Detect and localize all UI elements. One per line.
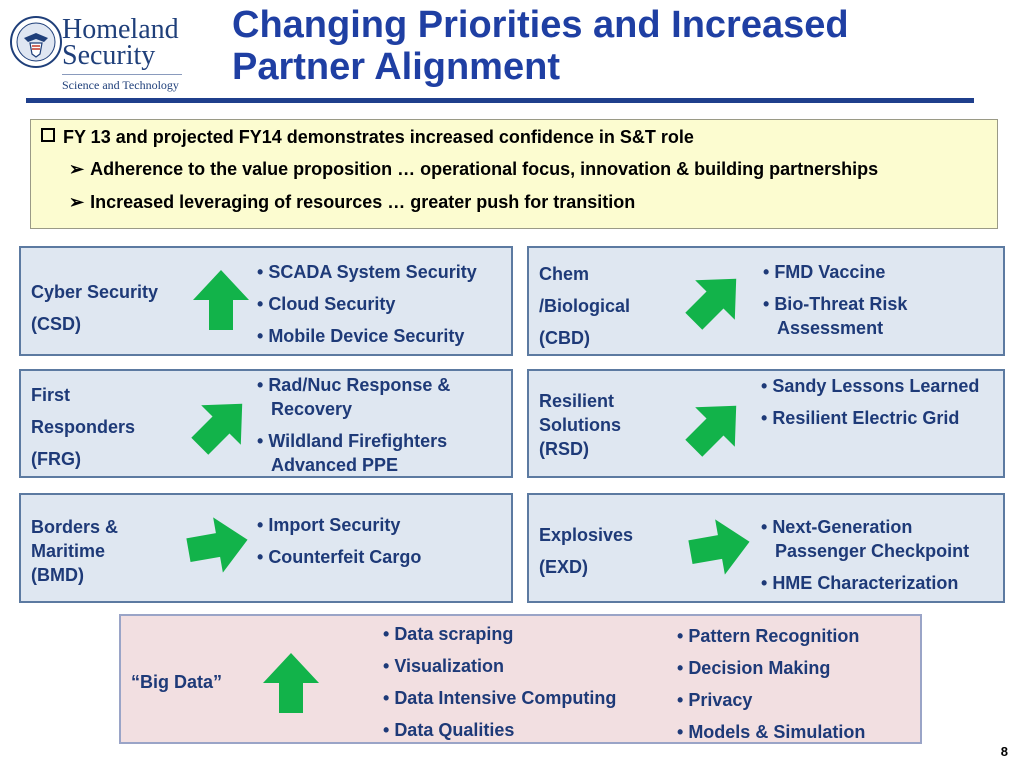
division-bullets bbox=[761, 515, 1005, 595]
bullet-item: • Sandy Lessons Learned bbox=[761, 376, 980, 396]
division-box-csd bbox=[19, 246, 513, 356]
division-bullets bbox=[763, 260, 1003, 340]
checkbox-bullet-icon bbox=[41, 128, 55, 142]
division-label: First Responders (FRG) bbox=[31, 385, 136, 469]
bullet-item: • Privacy bbox=[677, 690, 753, 710]
bullet-item: • Next-Generation Passenger Checkpoint bbox=[761, 517, 970, 561]
green-up-right-arrow-icon bbox=[675, 387, 755, 467]
division-bullets bbox=[257, 509, 511, 573]
green-up-right-arrow-icon bbox=[181, 385, 261, 465]
bullet-item: • Resilient Electric Grid bbox=[761, 408, 960, 428]
bullet-item: • Visualization bbox=[383, 656, 505, 676]
big-data-bullets-right bbox=[677, 620, 917, 748]
dhs-seal-icon bbox=[10, 16, 62, 68]
slide-title bbox=[232, 4, 1012, 88]
logo-subtitle: Science and Technology bbox=[62, 78, 179, 92]
big-data-bullets-left bbox=[383, 618, 673, 746]
bullet-item: • Data scraping bbox=[383, 624, 514, 644]
green-right-arrow-icon bbox=[675, 507, 765, 587]
arrow-bullet-icon: ➢ bbox=[69, 159, 85, 179]
bullet-item: • Data Qualities bbox=[383, 720, 515, 740]
green-up-right-arrow-icon bbox=[675, 260, 755, 340]
bullet-item: • Data Intensive Computing bbox=[383, 688, 617, 708]
division-label: Explosives (EXD) bbox=[539, 525, 634, 577]
slide-title-line-1: Changing Priorities and Increased bbox=[232, 4, 849, 46]
title-divider bbox=[26, 98, 974, 103]
bullet-item: • Cloud Security bbox=[257, 294, 396, 314]
bullet-item: • SCADA System Security bbox=[257, 262, 477, 282]
green-up-arrow-icon bbox=[181, 264, 261, 334]
dhs-logo bbox=[6, 8, 186, 96]
bullet-item: • Decision Making bbox=[677, 658, 831, 678]
division-label: Chem /Biological (CBD) bbox=[539, 264, 631, 348]
green-right-arrow-icon bbox=[173, 505, 263, 585]
page-number: 8 bbox=[1000, 744, 1008, 759]
summary-point: ➢ Adherence to the value proposition … operational focus, innovation & building partnerships bbox=[69, 159, 879, 179]
big-data-label: “Big Data” bbox=[131, 672, 223, 692]
division-label: Resilient Solutions (RSD) bbox=[539, 391, 621, 459]
bullet-item: • Mobile Device Security bbox=[257, 326, 465, 346]
division-bullets bbox=[257, 256, 511, 352]
logo-divider bbox=[62, 74, 182, 75]
division-box-frg bbox=[19, 369, 513, 478]
summary-headline-row bbox=[41, 127, 694, 148]
bullet-item: • Counterfeit Cargo bbox=[257, 547, 422, 567]
bullet-item: • HME Characterization bbox=[761, 573, 959, 593]
logo-word-security: Security bbox=[62, 40, 156, 71]
summary-box bbox=[30, 119, 998, 229]
bullet-item: • Models & Simulation bbox=[677, 722, 866, 742]
arrow-bullet-icon: ➢ bbox=[69, 192, 85, 212]
summary-headline: FY 13 and projected FY14 demonstrates increased confidence in S&T role bbox=[63, 127, 694, 147]
division-box-rsd bbox=[527, 369, 1005, 478]
bullet-item: • FMD Vaccine bbox=[763, 262, 886, 282]
bullet-item: • Rad/Nuc Response & Recovery bbox=[257, 375, 451, 419]
bullet-item: • Import Security bbox=[257, 515, 401, 535]
bullet-item: • Bio-Threat Risk Assessment bbox=[763, 294, 908, 338]
logo-word-homeland: Homeland bbox=[62, 14, 179, 45]
division-bullets bbox=[257, 373, 511, 477]
bullet-item: • Wildland Firefighters Advanced PPE bbox=[257, 431, 448, 475]
division-box-bmd bbox=[19, 493, 513, 603]
bullet-item: • Pattern Recognition bbox=[677, 626, 860, 646]
division-label: Cyber Security (CSD) bbox=[31, 282, 159, 334]
green-up-arrow-icon bbox=[251, 646, 331, 720]
big-data-box bbox=[119, 614, 922, 744]
division-box-exd bbox=[527, 493, 1005, 603]
division-label: Borders & Maritime (BMD) bbox=[31, 517, 119, 585]
division-bullets bbox=[761, 374, 1005, 430]
summary-point: ➢ Increased leveraging of resources … greater push for transition bbox=[69, 192, 636, 212]
slide-title-line-2: Partner Alignment bbox=[232, 46, 560, 88]
division-box-cbd bbox=[527, 246, 1005, 356]
